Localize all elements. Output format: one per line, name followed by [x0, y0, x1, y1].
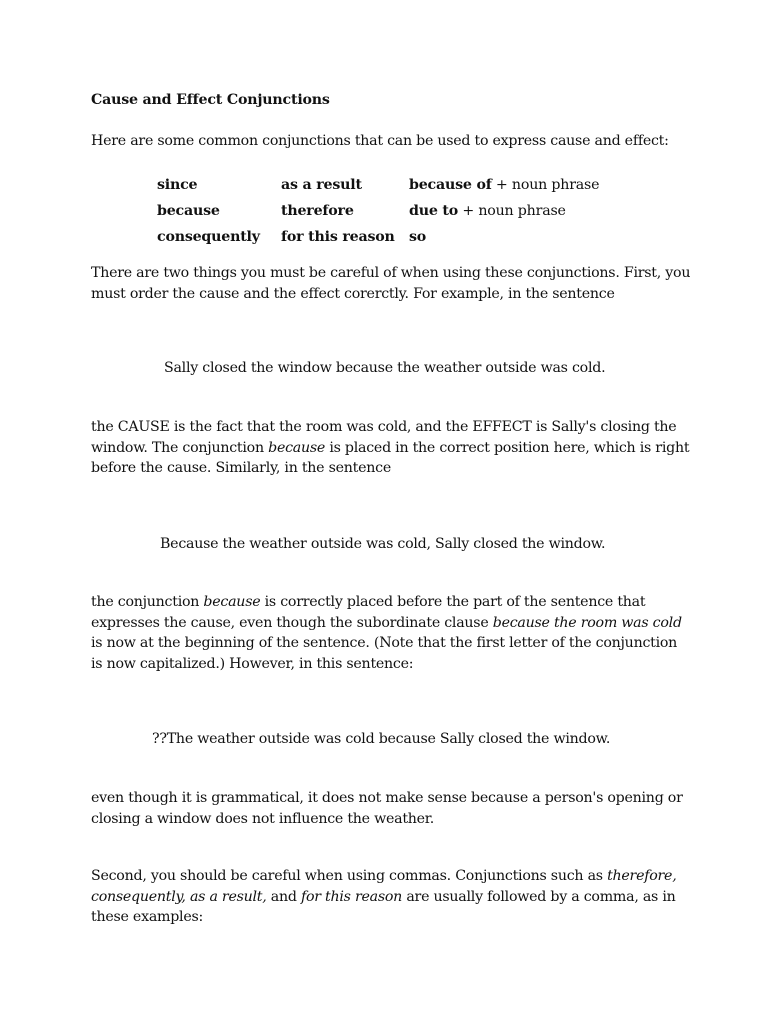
text-run: is correctly placed before the part of the sentence that expresses the cause, even though the subordinate clause	[91, 594, 646, 631]
table-row	[157, 198, 599, 224]
example-sentence-3: ??The weather outside was cold because Sally closed the window.	[152, 731, 611, 747]
conjunction-bold: so	[409, 229, 427, 245]
paragraph-2	[91, 417, 691, 479]
text-run: Second, you should be careful when using commas. Conjunctions such as	[91, 868, 608, 884]
conjunction-cell: consequently	[157, 229, 260, 245]
conjunction-cell	[409, 224, 599, 250]
conjunction-cell: because	[157, 203, 220, 219]
text-run: the CAUSE is the fact that the room was cold, and the EFFECT is Sally's closing the window. The conjunction	[91, 419, 677, 456]
conjunction-cell: as a result	[281, 177, 362, 193]
emphasis: for this reason	[300, 888, 403, 905]
text-run: is placed in the correct position here, which is right before the cause. Similarly, in the sentence	[91, 439, 690, 476]
table-row	[157, 172, 599, 198]
conjunction-bold: due to	[409, 203, 459, 219]
example-sentence-1: Sally closed the window because the weather outside was cold.	[164, 360, 606, 376]
text-run: the conjunction	[91, 594, 204, 610]
table-row	[157, 224, 599, 250]
conjunction-bold: because of	[409, 177, 492, 193]
conjunction-cell	[409, 172, 599, 198]
paragraph-4: even though it is grammatical, it does not make sense because a person's opening or closing a window does not influence the weather.	[91, 790, 683, 827]
text-run: are usually followed by a comma, as in these examples:	[91, 888, 676, 925]
conjunction-cell: for this reason	[281, 229, 395, 245]
conjunction-cell	[409, 198, 599, 224]
paragraph-5	[91, 866, 691, 928]
emphasis: because	[203, 594, 261, 610]
emphasis: because the room was cold	[492, 614, 682, 631]
conjunction-note: + noun phrase	[491, 177, 600, 193]
text-run: is now at the beginning of the sentence. (Note that the first letter of the conjunction is now capitalized.) However, in this sentence:	[91, 635, 678, 672]
conjunction-cell: since	[157, 177, 198, 193]
conjunctions-table	[157, 172, 599, 250]
emphasis: because	[268, 439, 326, 456]
conjunction-cell: therefore	[281, 203, 354, 219]
paragraph-1: There are two things you must be careful of when using these conjunctions. First, you must order the cause and the effect corerctly. For example, in the sentence	[91, 265, 691, 302]
text-run: and	[266, 888, 301, 905]
example-sentence-2: Because the weather outside was cold, Sally closed the window.	[160, 536, 606, 552]
emphasis: therefore, consequently, as a result,	[91, 868, 677, 905]
conjunction-note: + noun phrase	[458, 203, 566, 219]
paragraph-3	[91, 592, 691, 674]
page-title: Cause and Effect Conjunctions	[91, 92, 330, 108]
intro-paragraph: Here are some common conjunctions that can be used to express cause and effect:	[91, 133, 669, 149]
